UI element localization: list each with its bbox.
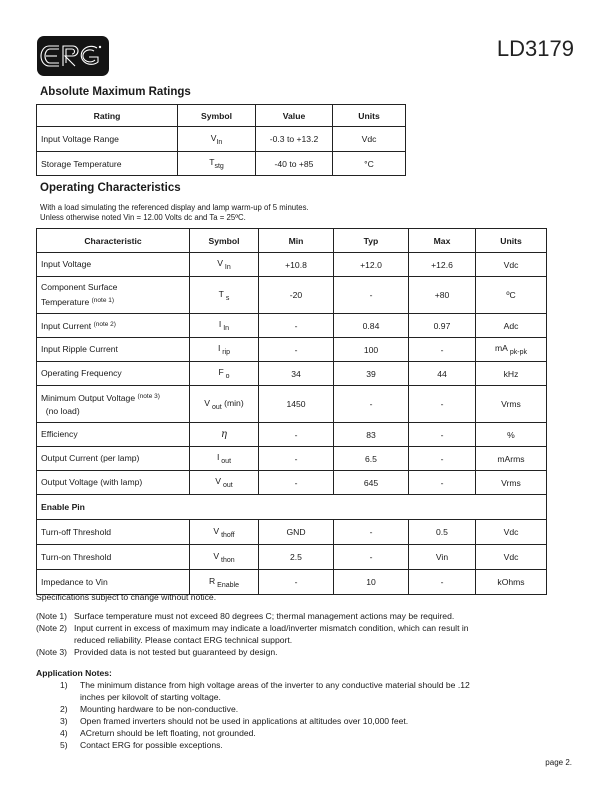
app-note-item (36, 739, 470, 751)
symbol-subscript: out (210, 403, 222, 411)
max-cell: - (409, 338, 476, 362)
symbol-cell (190, 545, 259, 570)
characteristic-cell (37, 386, 190, 423)
symbol-cell (190, 314, 259, 338)
symbol-subscript: out (219, 458, 232, 465)
units-cell: Vrms (476, 471, 547, 495)
note-item (36, 622, 469, 646)
symbol-main: V (217, 258, 223, 268)
part-number: LD3179 (496, 36, 574, 61)
characteristic-cell (37, 471, 190, 495)
symbol-subscript: rip (220, 349, 231, 356)
symbol-cell (190, 520, 259, 545)
typ-cell: +12.0 (334, 253, 409, 277)
characteristic-label: Minimum Output Voltage (41, 393, 136, 403)
app-note-text (80, 739, 223, 751)
typ-cell: 100 (334, 338, 409, 362)
col-header: Units (333, 105, 406, 127)
app-note-line: Contact ERG for possible exceptions. (80, 740, 223, 750)
units-cell: % (476, 423, 547, 447)
table-row (37, 362, 547, 386)
app-note-line: Mounting hardware to be non-conductive. (80, 704, 239, 714)
table-row (37, 423, 547, 447)
app-note-line: ACreturn should be left floating, not grounded. (80, 728, 256, 738)
max-cell: - (409, 471, 476, 495)
characteristic-cell: Impedance to Vin (37, 570, 190, 595)
col-header: Typ (334, 229, 409, 253)
symbol-cell (190, 277, 259, 314)
symbol-main: V (213, 525, 220, 536)
min-cell: GND (259, 520, 334, 545)
app-note-line: The minimum distance from high voltage areas of the inverter to any conductive material should be .12 (80, 680, 470, 690)
characteristic-label: Input Ripple Current (41, 344, 118, 354)
symbol-cell: $T_{stg}$ (178, 152, 256, 176)
symbol-cell (190, 471, 259, 495)
max-cell: - (409, 570, 476, 595)
op-intro-line: Unless otherwise noted Vin = 12.00 Volts dc and Ta = 25ºC. (40, 213, 246, 222)
note-ref: (note 3) (137, 393, 160, 400)
min-cell: - (259, 447, 334, 471)
typ-cell: - (334, 545, 409, 570)
min-cell: - (259, 314, 334, 338)
col-header: Max (409, 229, 476, 253)
note-line: Input current in excess of maximum may indicate a load/inverter mismatch condition, which can result in (74, 623, 469, 633)
app-note-item (36, 679, 470, 703)
section-label: Enable Pin (37, 495, 547, 520)
symbol-subscript: o (223, 373, 230, 380)
app-note-item (36, 727, 470, 739)
app-note-text (80, 727, 256, 739)
characteristic-label: Efficiency (41, 429, 78, 439)
characteristic-label: Operating Frequency (41, 368, 122, 378)
note-label: (Note 3) (36, 647, 68, 657)
app-note-text (80, 703, 238, 715)
notes-list (36, 610, 469, 658)
abs-max-title: Absolute Maximum Ratings (40, 86, 191, 98)
symbol-cell (190, 362, 259, 386)
units-cell: ºC (476, 277, 547, 314)
app-note-number: 4) (60, 728, 68, 738)
erg-logo-icon (37, 36, 109, 76)
max-cell: - (409, 386, 476, 423)
characteristic-cell: Turn-on Threshold (37, 545, 190, 570)
note-text (74, 622, 469, 646)
symbol-cell: V $_{out}$ (min) (190, 386, 259, 423)
min-cell: -20 (259, 277, 334, 314)
note-text (74, 610, 454, 622)
col-header: Value (256, 105, 333, 127)
characteristic-cell (37, 423, 190, 447)
erg-logo (37, 36, 109, 76)
max-cell: Vin (409, 545, 476, 570)
app-note-number: 2) (60, 704, 68, 714)
symbol-subscript: out (221, 482, 233, 489)
op-table (36, 228, 547, 595)
characteristic-cell (37, 362, 190, 386)
symbol-cell (190, 338, 259, 362)
symbol-main: V (213, 550, 220, 561)
note-ref: (note 1) (91, 297, 115, 304)
units-cell: kOhms (476, 570, 547, 595)
table-row (37, 447, 547, 471)
symbol-cell (190, 447, 259, 471)
typ-cell: - (334, 277, 409, 314)
spec-notice: Specifications subject to change without notice. (36, 592, 217, 602)
table-row (37, 471, 547, 495)
symbol-main: I (216, 452, 220, 462)
units-cell: Vdc (476, 520, 547, 545)
col-header: Rating (37, 105, 178, 127)
characteristic-label-2: (no load) (41, 406, 80, 416)
symbol-main: η (221, 429, 227, 440)
col-header: Characteristic (37, 229, 190, 253)
symbol-main: F (218, 367, 224, 377)
max-cell: +12.6 (409, 253, 476, 277)
characteristic-label: Input Voltage (41, 259, 92, 269)
units-cell: Vdc (476, 253, 547, 277)
app-note-item (36, 703, 470, 715)
symbol-subscript: s (223, 294, 230, 302)
app-note-number: 5) (60, 740, 68, 750)
col-header: Symbol (190, 229, 259, 253)
app-note-text (80, 679, 470, 703)
units-cell: mArms (476, 447, 547, 471)
note-item (36, 610, 469, 622)
symbol-main: V (204, 397, 211, 408)
units-cell: Vdc (476, 545, 547, 570)
value-cell: -40 to +85 (256, 152, 333, 176)
characteristic-cell (37, 447, 190, 471)
typ-cell: - (334, 520, 409, 545)
note-line: Surface temperature must not exceed 80 degrees C; thermal management actions may be required. (74, 611, 455, 621)
col-header: Min (259, 229, 334, 253)
op-title: Operating Characteristics (40, 182, 181, 194)
symbol-main: I (218, 319, 222, 329)
units-cell: mA $_{pk-pk}$ (476, 338, 547, 362)
units-cell: kHz (476, 362, 547, 386)
col-header: Symbol (178, 105, 256, 127)
app-note-text (80, 715, 408, 727)
table-row (37, 277, 547, 314)
note-item (36, 646, 469, 658)
min-cell: +10.8 (259, 253, 334, 277)
max-cell: 0.97 (409, 314, 476, 338)
table-row (37, 127, 406, 152)
note-line: Provided data is not tested but guaranteed by design. (74, 647, 278, 657)
op-intro-line: With a load simulating the referenced display and lamp warm-up of 5 minutes. (40, 203, 309, 212)
symbol-subscript: thoff (219, 531, 235, 539)
min-cell: 34 (259, 362, 334, 386)
section-row (37, 495, 547, 520)
col-header: Units (476, 229, 547, 253)
rating-cell: Storage Temperature (37, 152, 178, 176)
units-cell: °C (333, 152, 406, 176)
characteristic-label: Input Current (41, 321, 92, 331)
characteristic-cell (37, 314, 190, 338)
app-notes-title: Application Notes: (36, 668, 112, 678)
table-row (37, 152, 406, 176)
symbol-subscript: In (221, 325, 230, 332)
symbol-cell (190, 423, 259, 447)
units-cell: Vrms (476, 386, 547, 423)
table-row (37, 338, 547, 362)
max-cell: - (409, 447, 476, 471)
app-note-line: Open framed inverters should not be used in applications at altitudes over 10,000 feet. (80, 716, 409, 726)
symbol-main: I (217, 343, 221, 353)
table-row (37, 545, 547, 570)
table-row (37, 253, 547, 277)
symbol-subscript: In (222, 264, 231, 271)
max-cell: 0.5 (409, 520, 476, 545)
application-notes (36, 667, 470, 751)
note-line: reduced reliability. Please contact ERG technical support. (74, 635, 293, 645)
symbol-subscript: Enable (215, 581, 239, 589)
app-note-number: 3) (60, 716, 68, 726)
symbol-cell (190, 253, 259, 277)
characteristic-cell: Turn-off Threshold (37, 520, 190, 545)
min-cell: - (259, 570, 334, 595)
min-cell: - (259, 423, 334, 447)
characteristic-label: Output Current (per lamp) (41, 453, 140, 463)
note-text (74, 646, 278, 658)
app-note-item (36, 715, 470, 727)
typ-cell: 39 (334, 362, 409, 386)
symbol-main: T (218, 288, 224, 299)
typ-cell: 83 (334, 423, 409, 447)
units-cell: Adc (476, 314, 547, 338)
typ-cell: 0.84 (334, 314, 409, 338)
characteristic-cell: Component Surface Temperature $^{(note 1)}$ (37, 277, 190, 314)
typ-cell: 6.5 (334, 447, 409, 471)
page-number: page 2. (545, 758, 572, 767)
app-note-number: 1) (60, 680, 68, 690)
max-cell: 44 (409, 362, 476, 386)
symbol-main: V (215, 476, 222, 486)
max-cell: - (409, 423, 476, 447)
max-cell: +80 (409, 277, 476, 314)
note-label: (Note 2) (36, 623, 68, 633)
table-row (37, 520, 547, 545)
app-note-line: inches per kilovolt of starting voltage. (80, 692, 221, 702)
units-subscript: pk-pk (507, 349, 527, 356)
min-cell: 1450 (259, 386, 334, 423)
symbol-main: R (209, 575, 216, 586)
characteristic-cell (37, 253, 190, 277)
typ-cell: 10 (334, 570, 409, 595)
rating-cell: Input Voltage Range (37, 127, 178, 152)
abs-max-table (36, 104, 406, 176)
typ-cell: 645 (334, 471, 409, 495)
note-ref: (note 2) (93, 321, 116, 328)
symbol-cell: $V_{In}$ (178, 127, 256, 152)
characteristic-label: Output Voltage (with lamp) (41, 477, 143, 487)
typ-cell: - (334, 386, 409, 423)
units-cell: Vdc (333, 127, 406, 152)
characteristic-cell (37, 338, 190, 362)
table-row (37, 314, 547, 338)
symbol-subscript: thon (219, 556, 235, 564)
op-intro (40, 203, 309, 223)
min-cell: 2.5 (259, 545, 334, 570)
min-cell: - (259, 471, 334, 495)
table-row (37, 386, 547, 423)
value-cell: -0.3 to +13.2 (256, 127, 333, 152)
min-cell: - (259, 338, 334, 362)
characteristic-label: Component Surface (41, 282, 118, 292)
note-label: (Note 1) (36, 611, 68, 621)
